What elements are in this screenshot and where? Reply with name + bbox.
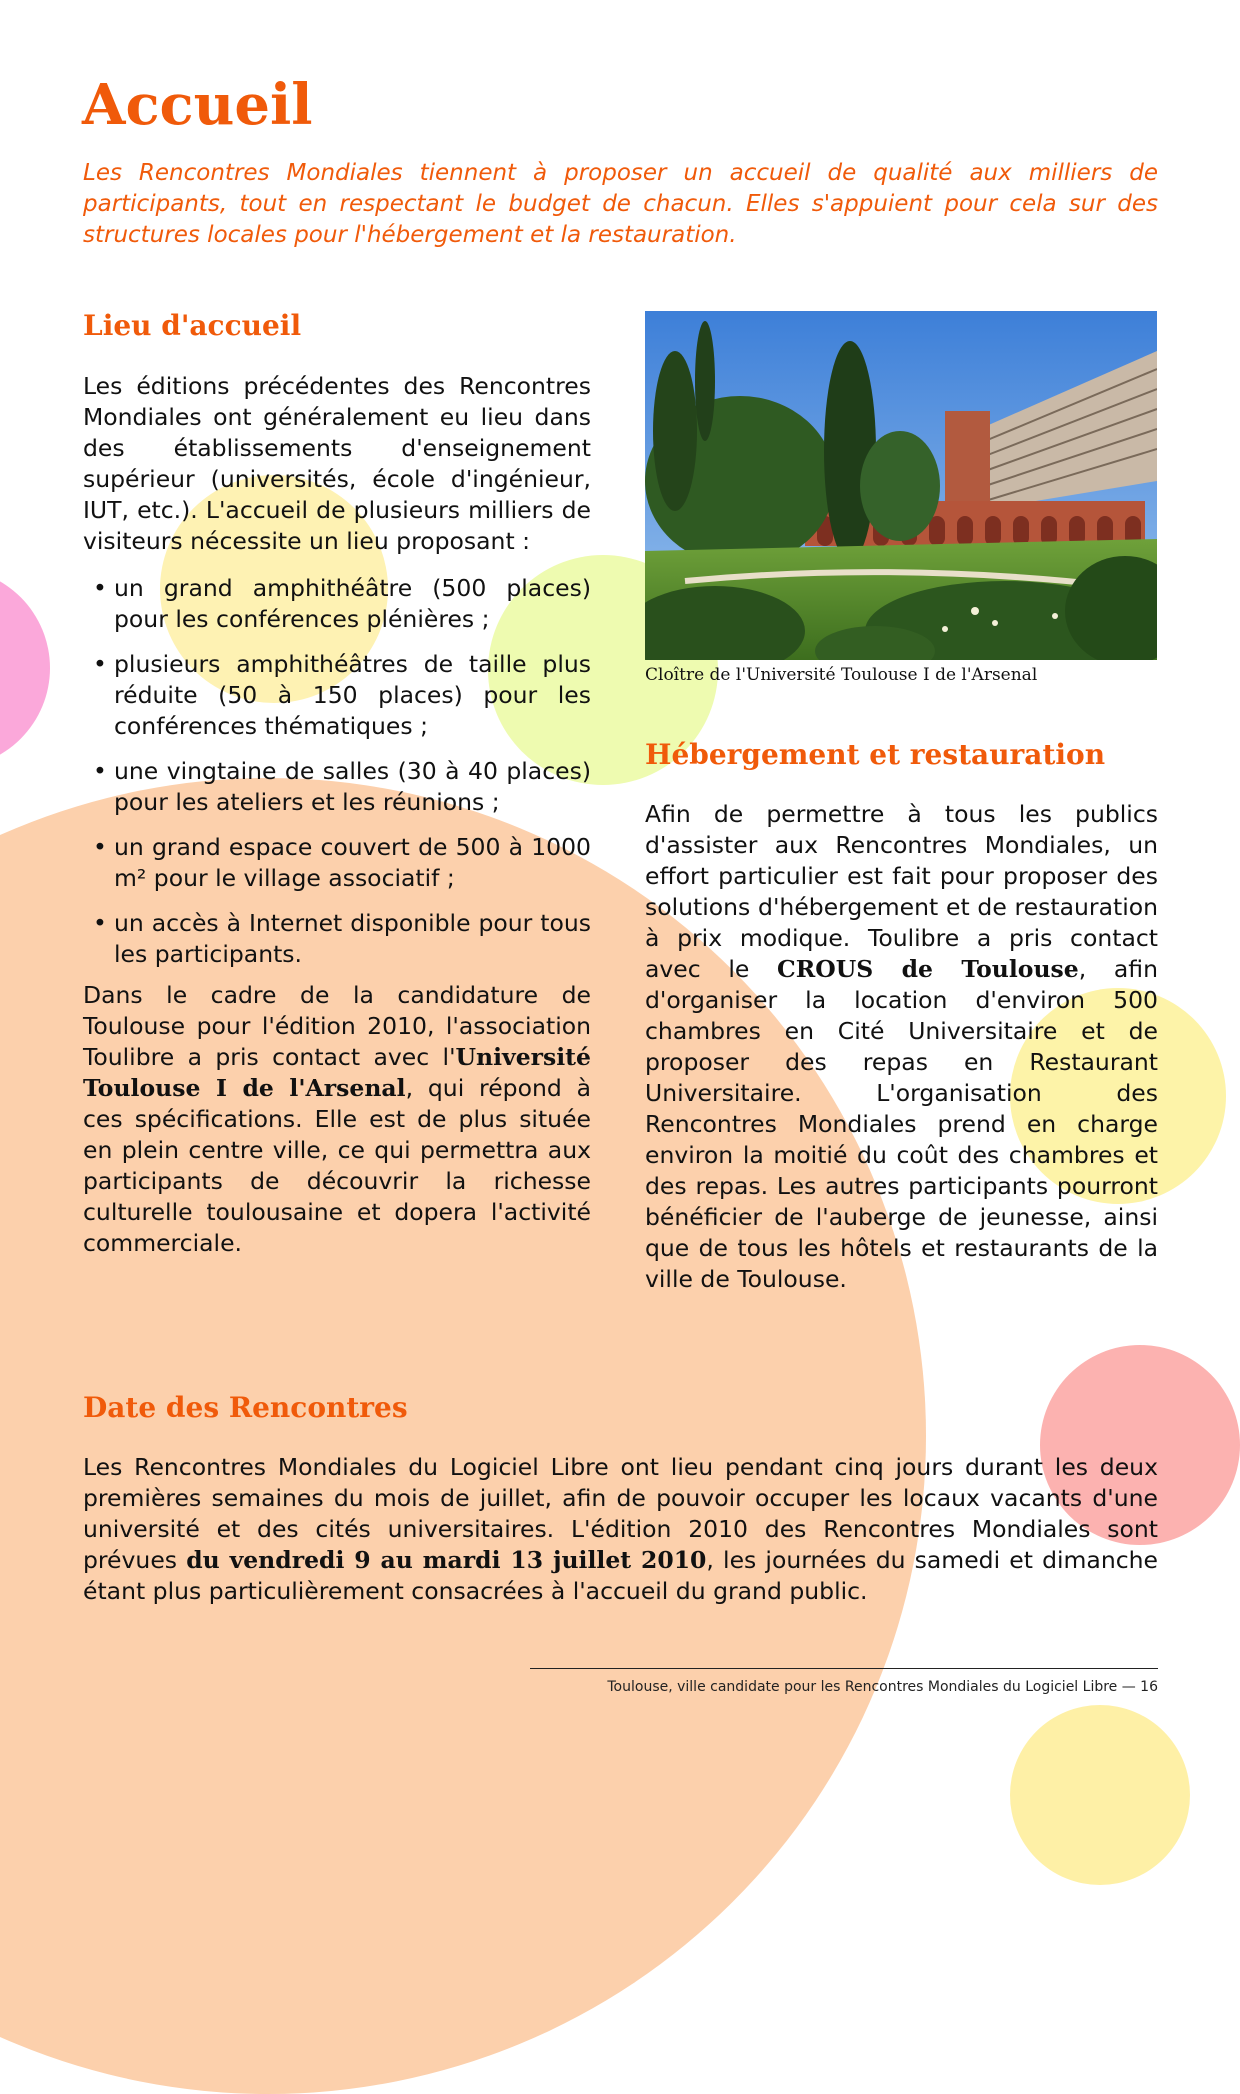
bullet-icon: • xyxy=(93,757,107,785)
section-lieu-heading: Lieu d'accueil xyxy=(83,309,302,342)
hebergement-paragraph: Afin de permettre à tous les publics d'assister aux Rencontres Mondiales, un effort particulier est fait pour proposer des solutions d'hébergement et de restauration à prix modique. Toulibre a pris contact avec le CROUS de Toulouse, afin d'organiser la location d'environ 500 chambres en Cité Universitaire et de proposer des repas en Restaurant Universitaire. L'organisation des Rencontres Mondiales prend en charge environ la moitié du coût des chambres et des repas. Les autres participants pourront bénéficier de l'auberge de jeunesse, ainsi que de tous les hôtels et restaurants de la ville de Toulouse. xyxy=(645,800,1158,1293)
page-title: Accueil xyxy=(82,72,313,138)
list-item: • un grand amphithéâtre (500 places) pour les conférences plénières ; xyxy=(93,574,591,633)
list-item: • plusieurs amphithéâtres de taille plus réduite (50 à 150 places) pour les conférences thématiques ; xyxy=(93,650,591,740)
bullet-icon: • xyxy=(93,574,107,602)
page-intro: Les Rencontres Mondiales tiennent à proposer un accueil de qualité aux milliers de participants, tout en respectant le budget de chacun. Elles s'appuient pour cela sur des structures locales pour l'hébergement et la restauration. xyxy=(83,160,1158,248)
bullet-icon: • xyxy=(93,833,107,861)
section-date-heading: Date des Rencontres xyxy=(83,1391,408,1424)
section-lieu xyxy=(83,308,591,1259)
crous-name: CROUS de Toulouse xyxy=(777,955,1079,983)
cloister-photo xyxy=(645,311,1157,660)
bullet-icon: • xyxy=(93,650,107,678)
list-item: • un accès à Internet disponible pour tous les participants. xyxy=(93,909,591,968)
footer-divider xyxy=(530,1668,1158,1669)
date-paragraph: Les Rencontres Mondiales du Logiciel Libre ont lieu pendant cinq jours durant les deux premières semaines du mois de juillet, afin de pouvoir occuper les locaux vacants d'une université et des cités universitaires. L'édition 2010 des Rencontres Mondiales sont prévues du vendredi 9 au mardi 13 juillet 2010, les journées du samedi et dimanche étant plus particulièrement consacrées à l'accueil du grand public. xyxy=(83,1453,1158,1605)
list-item: • un grand espace couvert de 500 à 1000 m² pour le village associatif ; xyxy=(93,833,591,892)
bubble-pink-left xyxy=(0,568,50,768)
bubble-yellow-bottom xyxy=(1010,1705,1190,1885)
bullet-icon: • xyxy=(93,909,107,937)
lieu-paragraph-1: Les éditions précédentes des Rencontres Mondiales ont généralement eu lieu dans des établissements d'enseignement supérieur (universités, école d'ingénieur, IUT, etc.). L'accueil de plusieurs milliers de visiteurs nécessite un lieu proposant : xyxy=(83,372,591,555)
event-dates: du vendredi 9 au mardi 13 juillet 2010 xyxy=(186,1546,707,1574)
section-hebergement-heading: Hébergement et restauration xyxy=(645,738,1106,771)
university-name: Université Toulouse I de l'Arsenal xyxy=(83,1043,591,1102)
section-hebergement xyxy=(645,737,1158,1295)
section-date xyxy=(83,1390,1158,1607)
lieu-requirements-list xyxy=(83,573,591,970)
lieu-paragraph-2: Dans le cadre de la candidature de Toulouse pour l'édition 2010, l'association Toulibre a pris contact avec l'Université Toulouse I de l'Arsenal, qui répond à ces spécifications. Elle est de plus située en plein centre ville, ce qui permettra aux participants de découvrir la richesse culturelle toulousaine et dopera l'activité commerciale. xyxy=(83,981,591,1257)
list-item: • une vingtaine de salles (30 à 40 places) pour les ateliers et les réunions ; xyxy=(93,757,591,816)
photo-caption: Cloître de l'Université Toulouse I de l'Arsenal xyxy=(645,665,1038,685)
page-footer: Toulouse, ville candidate pour les Rencontres Mondiales du Logiciel Libre — 16 xyxy=(607,1679,1158,1695)
